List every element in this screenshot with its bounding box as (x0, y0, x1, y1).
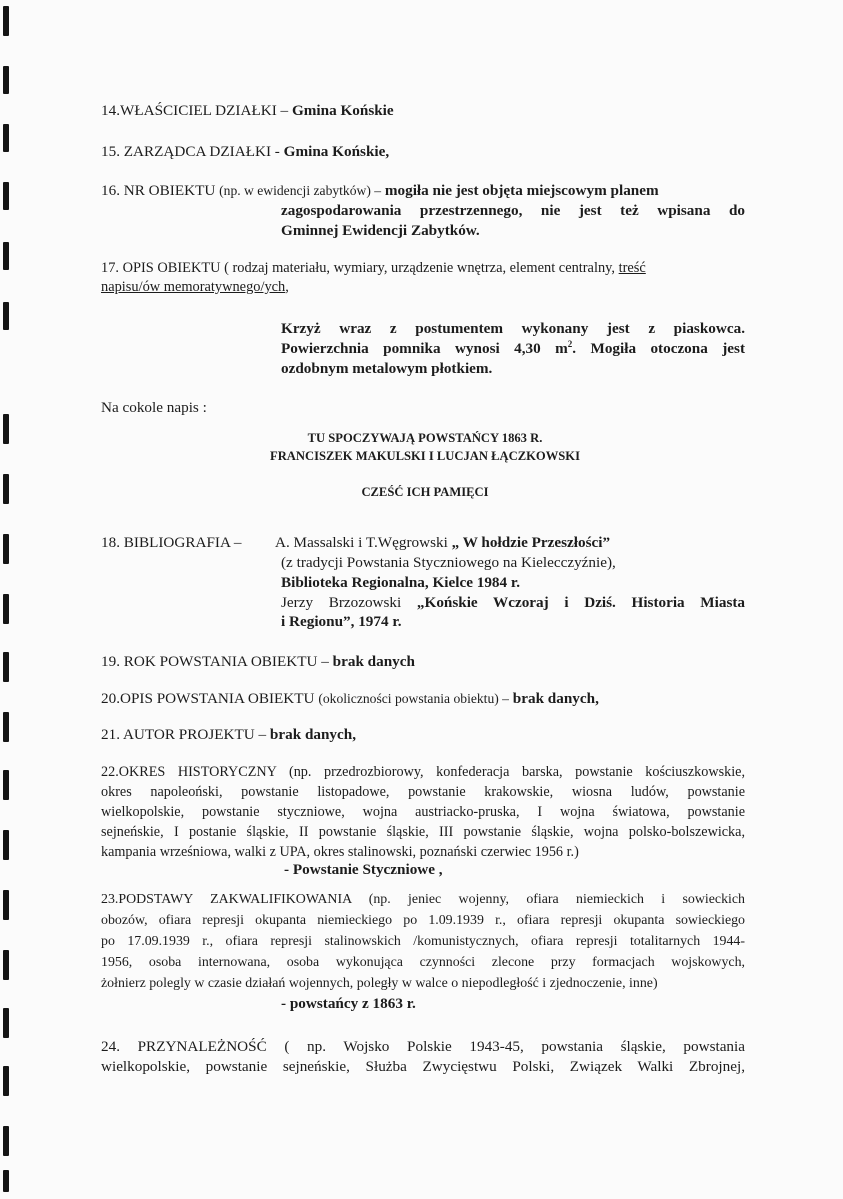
section-19-value: brak danych (332, 653, 415, 670)
section-24-line: wielkopolskie, powstanie sejneńskie, Służba Zwycięstwu Polski, Związek Walki Zbrojnej, (101, 1058, 745, 1075)
section-17-desc-line: ozdobnym metalowym płotkiem. (281, 360, 493, 377)
section-22-value: - Powstanie Styczniowe , (284, 861, 443, 878)
inscription-label: Na cokole napis : (101, 399, 207, 416)
section-16-value-line: Gminnej Ewidencji Zabytków. (281, 222, 480, 239)
section-21-value: brak danych, (269, 726, 357, 743)
binder-mark (3, 534, 9, 564)
section-23-value: - powstańcy z 1863 r. (281, 995, 416, 1012)
section-16-value-line: mogiła nie jest objęta miejscowym planem (384, 182, 659, 199)
section-16-value-line: zagospodarowania przestrzennego, nie jest też wpisana do (281, 202, 745, 219)
inscription-line: TU SPOCZYWAJĄ POWSTAŃCY 1863 R. (307, 431, 543, 445)
section-17-desc-line: Krzyż wraz z postumentem wykonany jest z piaskowca. (281, 320, 745, 337)
section-17-desc-text: Powierzchnia pomnika wynosi 4,30 m (281, 340, 568, 357)
binder-mark (3, 652, 9, 682)
binder-mark (3, 414, 9, 444)
section-15-manager (101, 141, 389, 162)
section-16-label: 16. NR OBIEKTU (101, 182, 216, 199)
section-20-hint: (okoliczności powstania obiektu) – (318, 691, 509, 706)
bibliography-author: Jerzy Brzozowski (281, 594, 402, 611)
binder-mark (3, 242, 9, 270)
section-20-value: brak danych, (512, 690, 599, 707)
binder-mark (3, 770, 9, 800)
section-23-line: 23.PODSTAWY ZAKWALIFIKOWANIA (np. jeniec wojenny, ofiara niemieckich i sowieckich (101, 892, 745, 907)
section-18-label: 18. BIBLIOGRAFIA – (101, 534, 242, 551)
section-21-label: 21. AUTOR PROJEKTU – (101, 726, 267, 743)
inscription-line: FRANCISZEK MAKULSKI I LUCJAN ŁĄCZKOWSKI (270, 449, 580, 463)
section-22-line: okres napoleoński, powstanie listopadowe, powstanie krakowskie, wiosna ludów, powstanie (101, 784, 745, 800)
inscription-line: CZEŚĆ ICH PAMIĘCI (361, 485, 489, 499)
bibliography-entry (275, 532, 610, 553)
binder-mark (3, 594, 9, 624)
section-19-year (101, 651, 415, 672)
binder-mark (3, 1066, 9, 1096)
bibliography-title: „Końskie Wczoraj i Dziś. Historia Miasta (416, 594, 746, 611)
section-15-label: 15. ZARZĄDCA DZIAŁKI - (101, 143, 280, 160)
binder-mark (3, 66, 9, 94)
section-23-line: po 17.09.1939 r., ofiara represji stalinowskich /komunistycznych, ofiara represji totalitarnych 1944- (101, 934, 745, 949)
binder-mark (3, 182, 9, 210)
binder-mark (3, 302, 9, 330)
binder-mark (3, 890, 9, 920)
bibliography-author: A. Massalski i T.Węgrowski (275, 534, 448, 551)
binder-hole-marks (0, 0, 14, 1199)
bibliography-line: Biblioteka Regionalna, Kielce 1984 r. (281, 574, 521, 591)
binder-mark (3, 474, 9, 504)
section-17-label-underlined: napisu/ów memoratywnego/ych (101, 279, 286, 295)
section-24-line: 24. PRZYNALEŻNOŚĆ ( np. Wojsko Polskie 1943-45, powstania śląskie, powstania (101, 1038, 745, 1055)
section-17-desc-line (281, 338, 745, 359)
binder-mark (3, 124, 9, 152)
binder-mark (3, 830, 9, 860)
section-17-description-cont (101, 277, 289, 298)
superscript-2: 2 (567, 338, 573, 349)
section-17-label-tail: , (285, 279, 289, 295)
bibliography-entry (281, 592, 745, 613)
binder-mark (3, 6, 9, 36)
section-21-author (101, 724, 356, 745)
section-23-line: obozów, ofiara represji okupanta niemieckiego po 1.09.1939 r., ofiara represji okupanta sowieckiego (101, 913, 745, 928)
section-20-origin (101, 688, 599, 709)
section-23-line: 1956, osoba internowana, osoba wykonująca czynności zlecone przy formacjach wojskowych, (101, 955, 745, 970)
bibliography-title: „ W hołdzie Przeszłości” (451, 534, 611, 551)
section-16-hint: (np. w ewidencji zabytków) – (219, 183, 382, 198)
section-14-owner (101, 100, 394, 121)
section-22-line: 22.OKRES HISTORYCZNY (np. przedrozbiorowy, konfederacja barska, powstanie kościuszkowskie, (101, 764, 745, 780)
section-22-line: sejneńskie, I postanie śląskie, II powstanie śląskie, III powstanie śląskie, wojna polsko-bolszewicka, (101, 824, 745, 840)
binder-mark (3, 712, 9, 742)
section-17-label: 17. OPIS OBIEKTU ( rodzaj materiału, wymiary, urządzenie wnętrza, element centralny, (101, 260, 616, 276)
bibliography-line: (z tradycji Powstania Styczniowego na Kielecczyźnie), (281, 554, 616, 571)
binder-mark (3, 1126, 9, 1156)
section-20-label: 20.OPIS POWSTANIA OBIEKTU (101, 690, 315, 707)
section-14-value: Gmina Końskie (291, 102, 394, 119)
section-15-value: Gmina Końskie, (283, 143, 390, 160)
bibliography-line: i Regionu”, 1974 r. (281, 613, 402, 630)
binder-mark (3, 1170, 9, 1192)
section-17-desc-text: . Mogiła otoczona jest (572, 340, 745, 357)
section-16-object-number (101, 180, 745, 201)
section-14-label: 14.WŁAŚCICIEL DZIAŁKI – (101, 102, 289, 119)
section-22-line: wielkopolskie, powstanie styczniowe, wojna austriacko-pruska, I wojna światowa, powstanie (101, 804, 745, 820)
section-17-label-underlined: treść (618, 260, 646, 276)
binder-mark (3, 1008, 9, 1038)
section-17-description (101, 258, 646, 279)
section-22-line: kampania wrześniowa, walki z UPA, okres stalinowski, poznański czerwiec 1956 r.) (101, 844, 579, 860)
section-19-label: 19. ROK POWSTANIA OBIEKTU – (101, 653, 329, 670)
section-23-line: żołnierz polegly w czasie działań wojennych, poległy w walce o niepodległość i zjednoczenie, inne) (101, 976, 658, 991)
binder-mark (3, 950, 9, 980)
